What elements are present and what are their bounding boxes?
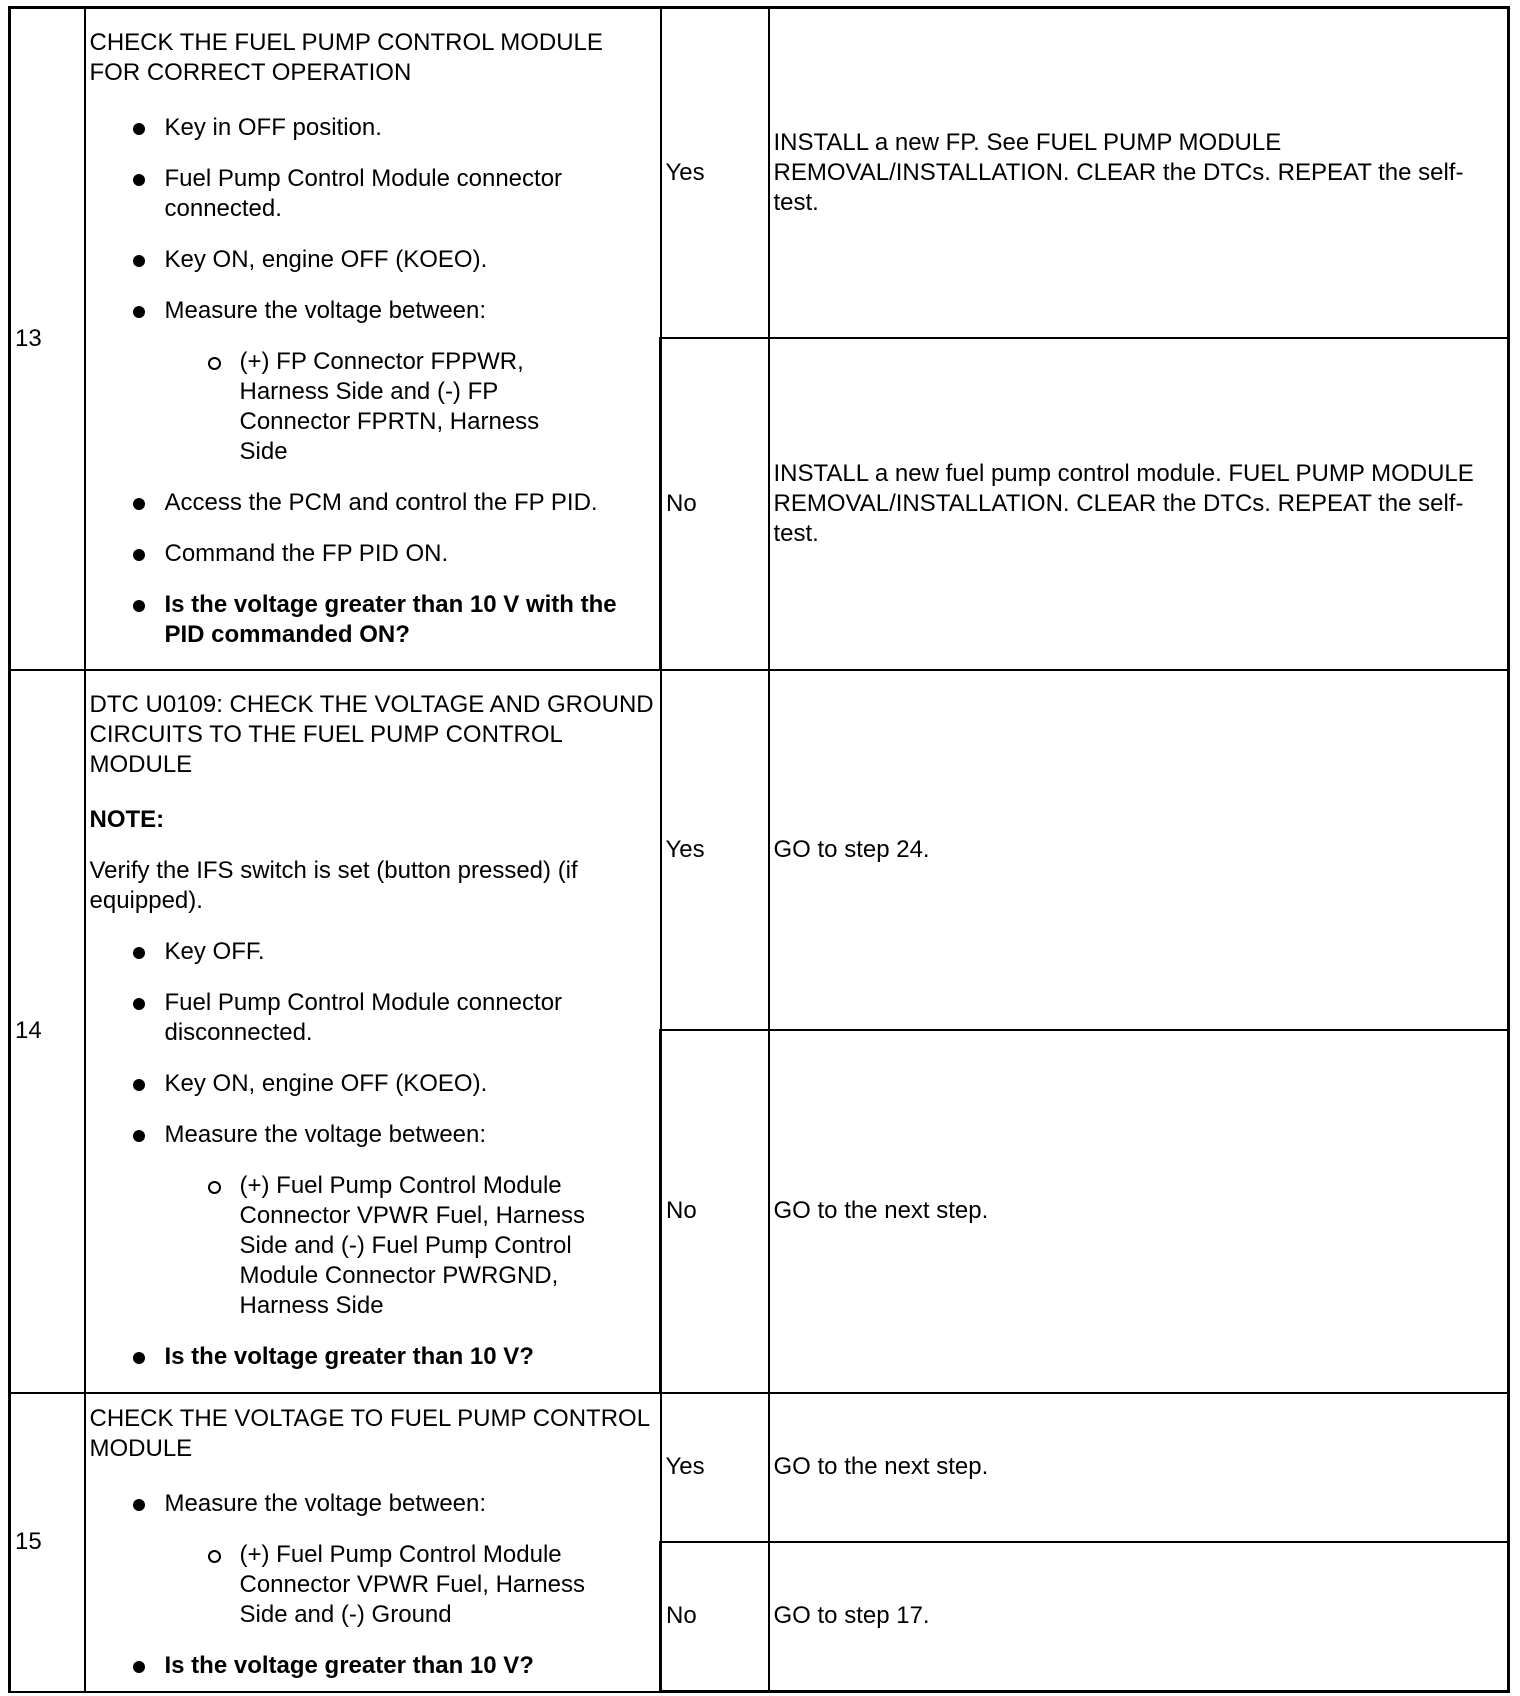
list-item bbox=[90, 539, 660, 569]
yes-result: GO to step 24. bbox=[769, 670, 1509, 1030]
no-result: GO to step 17. bbox=[769, 1542, 1509, 1692]
step-number: 15 bbox=[10, 1393, 85, 1692]
yes-answer: Yes bbox=[661, 1393, 769, 1542]
diagnostic-steps-table bbox=[8, 6, 1510, 1693]
list-item bbox=[90, 988, 660, 1048]
bullet-list bbox=[90, 1489, 660, 1681]
circle-bullet-icon bbox=[208, 357, 221, 370]
list-item bbox=[90, 590, 660, 650]
question-text: Is the voltage greater than 10 V with the PID commanded ON? bbox=[164, 590, 617, 648]
sub-list-item bbox=[165, 347, 660, 467]
step-action-cell bbox=[85, 8, 661, 670]
bullet-text: Access the PCM and control the FP PID. bbox=[164, 488, 598, 516]
sub-bullet-text: (+) Fuel Pump Control Module Connector VPWR Fuel, Harness Side and (-) Ground bbox=[239, 1540, 585, 1628]
list-item bbox=[90, 1120, 660, 1321]
bullet-text: Command the FP PID ON. bbox=[164, 539, 449, 567]
bullet-icon bbox=[133, 1130, 145, 1142]
yes-result: INSTALL a new FP. See FUEL PUMP MODULE REMOVAL/INSTALLATION. CLEAR the DTCs. REPEAT the self-test. bbox=[769, 8, 1509, 338]
sub-list-item bbox=[165, 1540, 660, 1630]
bullet-icon bbox=[133, 1661, 145, 1673]
step-action-cell bbox=[85, 1393, 661, 1692]
bullet-list bbox=[90, 937, 660, 1372]
bullet-icon bbox=[133, 549, 145, 561]
list-item bbox=[90, 488, 660, 518]
no-answer: No bbox=[661, 1542, 769, 1692]
no-result: INSTALL a new fuel pump control module. FUEL PUMP MODULE REMOVAL/INSTALLATION. CLEAR the DTCs. REPEAT the self-test. bbox=[769, 338, 1509, 670]
bullet-icon bbox=[133, 1499, 145, 1511]
bullet-text: Fuel Pump Control Module connector connected. bbox=[164, 164, 563, 222]
step-number: 13 bbox=[10, 8, 85, 670]
bullet-icon bbox=[133, 1079, 145, 1091]
circle-bullet-icon bbox=[208, 1181, 221, 1194]
step-row bbox=[10, 8, 1509, 338]
list-item bbox=[90, 245, 660, 275]
bullet-text: Key in OFF position. bbox=[164, 113, 382, 141]
bullet-text: Measure the voltage between: bbox=[164, 1489, 487, 1517]
note-text: Verify the IFS switch is set (button pressed) (if equipped). bbox=[89, 857, 578, 914]
sub-bullet-text: (+) Fuel Pump Control Module Connector VPWR Fuel, Harness Side and (-) Fuel Pump Control Module Connector PWRGND, Harness Side bbox=[239, 1172, 585, 1319]
bullet-icon bbox=[133, 600, 145, 612]
sub-bullet-list bbox=[165, 1540, 660, 1630]
bullet-icon bbox=[133, 498, 145, 510]
sub-bullet-list bbox=[165, 347, 660, 467]
bullet-icon bbox=[133, 306, 145, 318]
list-item bbox=[90, 296, 660, 467]
step-row bbox=[10, 670, 1509, 1030]
bullet-icon bbox=[133, 1352, 145, 1364]
yes-result: GO to the next step. bbox=[769, 1393, 1509, 1542]
step-row bbox=[10, 1393, 1509, 1542]
question-text: Is the voltage greater than 10 V? bbox=[164, 1343, 534, 1370]
step-title: CHECK THE VOLTAGE TO FUEL PUMP CONTROL MODULE bbox=[89, 1404, 650, 1462]
bullet-icon bbox=[133, 255, 145, 267]
list-item bbox=[90, 1342, 660, 1372]
list-item bbox=[90, 937, 660, 967]
list-item bbox=[90, 1069, 660, 1099]
bullet-icon bbox=[133, 174, 145, 186]
list-item bbox=[90, 1489, 660, 1630]
no-answer: No bbox=[661, 338, 769, 670]
list-item bbox=[90, 1651, 660, 1681]
bullet-icon bbox=[133, 947, 145, 959]
step-action-cell bbox=[85, 670, 661, 1393]
question-text: Is the voltage greater than 10 V? bbox=[164, 1651, 534, 1679]
list-item bbox=[90, 164, 660, 224]
sub-list-item bbox=[165, 1171, 660, 1321]
yes-answer: Yes bbox=[661, 670, 769, 1030]
yes-answer: Yes bbox=[661, 8, 769, 338]
bullet-text: Key OFF. bbox=[164, 938, 265, 965]
step-title: CHECK THE FUEL PUMP CONTROL MODULE FOR CORRECT OPERATION bbox=[89, 28, 603, 86]
bullet-icon bbox=[133, 998, 145, 1010]
list-item bbox=[90, 113, 660, 143]
bullet-list bbox=[90, 113, 660, 650]
note-label: NOTE: bbox=[89, 806, 165, 833]
no-result: GO to the next step. bbox=[769, 1030, 1509, 1393]
sub-bullet-text: (+) FP Connector FPPWR, Harness Side and (-) FP Connector FPRTN, Harness Side bbox=[239, 347, 540, 465]
step-title: DTC U0109: CHECK THE VOLTAGE AND GROUND CIRCUITS TO THE FUEL PUMP CONTROL MODULE bbox=[89, 691, 654, 778]
sub-bullet-list bbox=[165, 1171, 660, 1321]
circle-bullet-icon bbox=[208, 1550, 221, 1563]
bullet-icon bbox=[133, 123, 145, 135]
no-answer: No bbox=[661, 1030, 769, 1393]
bullet-text: Key ON, engine OFF (KOEO). bbox=[164, 245, 488, 273]
bullet-text: Fuel Pump Control Module connector disconnected. bbox=[164, 989, 563, 1046]
step-number: 14 bbox=[10, 670, 85, 1393]
bullet-text: Measure the voltage between: bbox=[164, 1121, 487, 1148]
bullet-text: Measure the voltage between: bbox=[164, 296, 487, 324]
bullet-text: Key ON, engine OFF (KOEO). bbox=[164, 1070, 488, 1097]
